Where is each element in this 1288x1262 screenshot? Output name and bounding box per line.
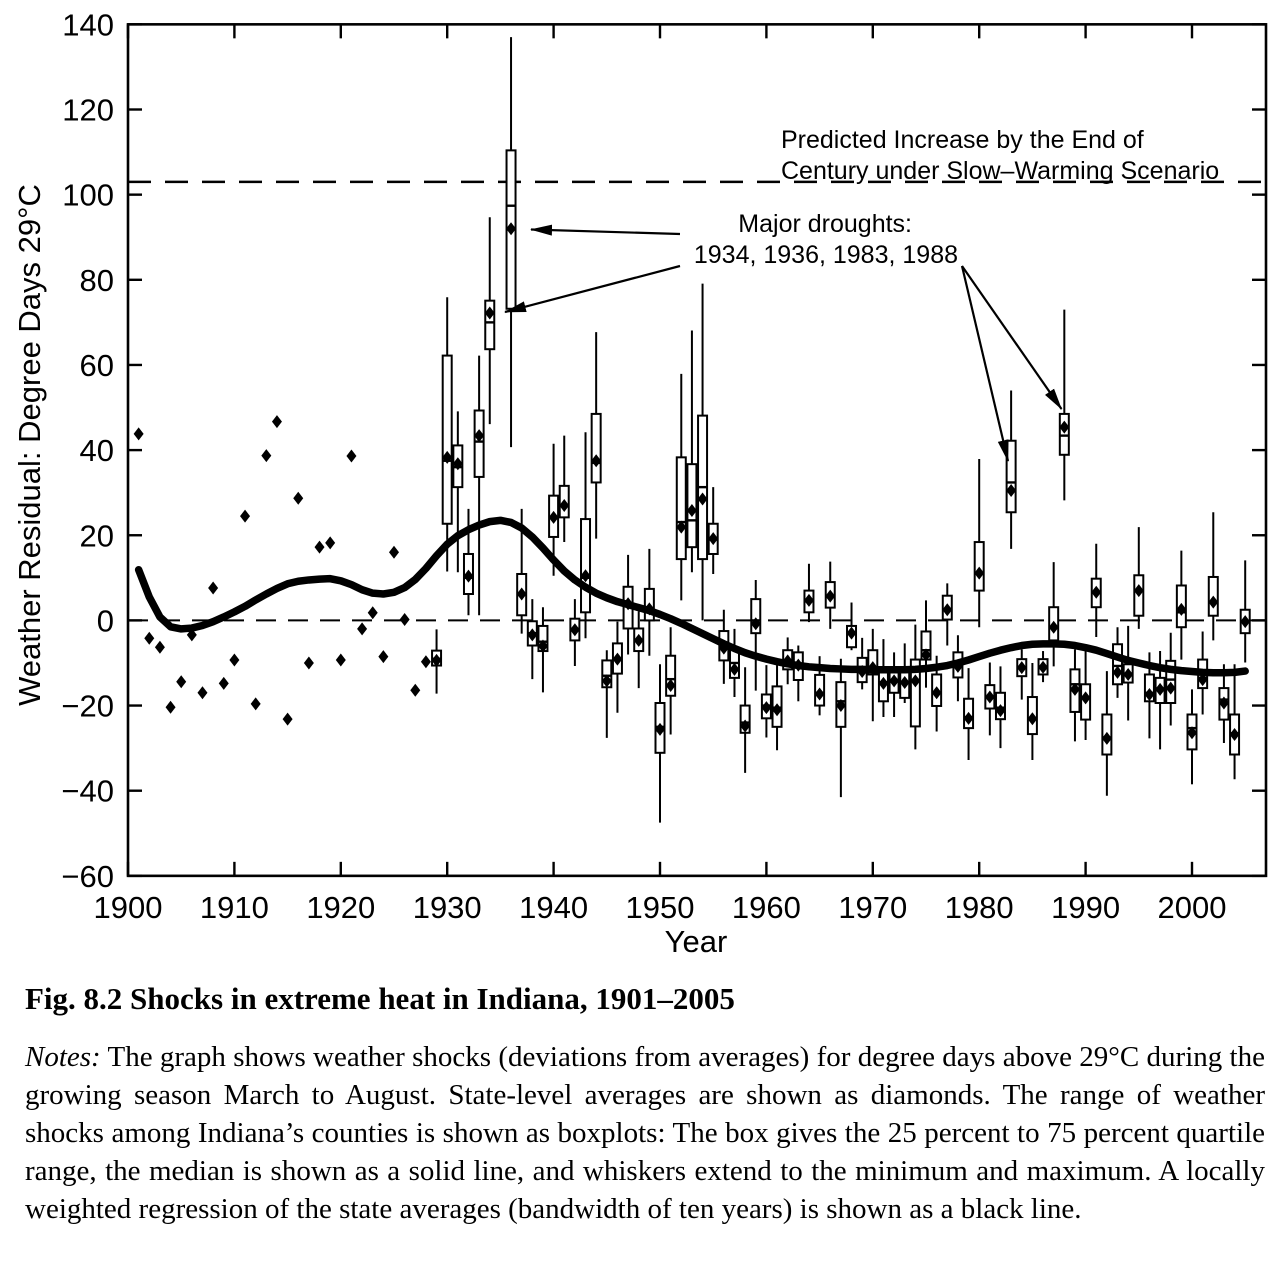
diamond-1914: [272, 415, 282, 428]
x-tick-label-1900: 1900: [93, 890, 163, 925]
x-tick-label-1930: 1930: [412, 890, 482, 925]
diamond-1905: [176, 675, 186, 688]
diamond-1917: [304, 656, 314, 669]
x-tick-label-1990: 1990: [1051, 890, 1121, 925]
boxplot-1985: [1028, 663, 1037, 760]
diamond-1925: [389, 546, 399, 559]
diamond-1920: [336, 653, 346, 666]
diamond-1918: [315, 541, 325, 554]
boxplot-1936: [507, 37, 516, 447]
y-tick-label-60: 60: [79, 347, 114, 383]
notes-label: Notes:: [25, 1041, 101, 1073]
x-tick-label-1960: 1960: [731, 890, 801, 925]
predicted-increase-label-line2: Century under Slow–Warming Scenario: [781, 157, 1220, 185]
figure-caption-title: Fig. 8.2 Shocks in extreme heat in Indiana, 1901–2005: [25, 981, 735, 1016]
x-tick-label-1920: 1920: [306, 890, 376, 925]
figure-caption-notes: [25, 1038, 1265, 1228]
diamond-1904: [166, 701, 176, 714]
boxplot-1970: [868, 629, 877, 721]
boxplot-1931: [453, 411, 462, 572]
boxplot-1969: [858, 638, 867, 690]
diamond-1922: [357, 622, 367, 635]
boxplot-1984: [1017, 649, 1026, 699]
y-tick-label-140: 140: [62, 7, 114, 43]
boxplot-1945: [602, 650, 611, 738]
y-tick-label--40: −40: [61, 773, 114, 809]
diamond-1908: [208, 582, 218, 595]
boxplot-1980: [975, 459, 984, 627]
boxplot-1964: [804, 564, 813, 622]
boxplot-2005: [1241, 560, 1250, 662]
boxplot-1987: [1049, 562, 1058, 666]
diamond-1913: [261, 449, 271, 462]
major-droughts-label: Major droughts:: [738, 210, 912, 238]
diamond-1911: [240, 510, 250, 523]
x-tick-label-2000: 2000: [1157, 890, 1227, 925]
diamond-1903: [155, 641, 165, 654]
y-axis-label: Weather Residual: Degree Days 29°C: [12, 184, 47, 706]
x-tick-label-1910: 1910: [199, 890, 269, 925]
boxplot-1949: [645, 549, 654, 656]
boxplot-1998: [1166, 633, 1175, 726]
diamond-1927: [410, 684, 420, 697]
y-tick-label-20: 20: [79, 518, 114, 554]
arrow-to-1983: [962, 266, 1008, 461]
boxplot-1930: [443, 297, 452, 571]
boxplot-1963: [794, 646, 803, 702]
boxplot-1950: [656, 664, 665, 822]
annotations: [505, 126, 1219, 461]
boxplot-1975: [922, 600, 931, 687]
boxplot-1952: [677, 374, 686, 600]
y-tick-label--20: −20: [61, 688, 114, 724]
diamond-1915: [283, 713, 293, 726]
diamond-1910: [229, 653, 239, 666]
boxplot-1946: [613, 622, 622, 713]
boxplot-1988: [1060, 310, 1069, 501]
boxplot-1995: [1134, 527, 1143, 629]
boxplot-1954: [698, 284, 707, 621]
boxplot-1983: [1007, 390, 1016, 548]
diamond-1926: [400, 613, 410, 626]
boxplot-1953: [687, 330, 696, 572]
diamond-1901: [134, 427, 144, 440]
x-axis-label: Year: [664, 924, 728, 959]
x-tick-label-1980: 1980: [944, 890, 1014, 925]
y-tick-label-80: 80: [79, 262, 114, 298]
x-tick-label-1970: 1970: [838, 890, 908, 925]
y-tick-label-100: 100: [62, 177, 114, 213]
diamond-1912: [251, 697, 261, 710]
y-tick-label-0: 0: [96, 603, 114, 639]
boxplot-1944: [592, 332, 601, 538]
diamond-1907: [197, 686, 207, 699]
x-tick-label-1950: 1950: [625, 890, 695, 925]
arrow-to-1936: [531, 230, 680, 235]
diamond-1924: [378, 650, 388, 663]
boxplot-1933: [475, 356, 484, 616]
boxplot-1959: [751, 580, 760, 691]
y-tick-label-40: 40: [79, 433, 114, 469]
boxplot-2004: [1230, 664, 1239, 779]
boxplot-1934: [485, 217, 494, 424]
x-tick-label-1940: 1940: [519, 890, 589, 925]
major-droughts-years: 1934, 1936, 1983, 1988: [693, 241, 958, 269]
arrow-to-1934: [505, 266, 680, 312]
boxplot-1955: [709, 487, 718, 574]
boxplot-1948: [634, 611, 643, 688]
diamond-1909: [219, 677, 229, 690]
predicted-increase-label-line1: Predicted Increase by the End of: [781, 126, 1144, 154]
notes-text: The graph shows weather shocks (deviations from averages) for degree days above 29°C during the growing season March to August. State-level averages are shown as diamonds. The range of weather shocks among Indiana’s counties is shown as boxplots: The box gives the 25 percent to 75 percent quartile range, the median is shown as a solid line, and whiskers extend to the minimum and maximum. A locally weighted regression of the state averages (bandwidth of ten years) is shown as a black line.: [25, 1041, 1265, 1225]
boxplot-1968: [847, 603, 856, 651]
arrow-to-1988: [962, 266, 1062, 409]
y-tick-label--60: −60: [61, 858, 114, 894]
diamond-1921: [346, 450, 356, 463]
diamond-1928: [421, 655, 431, 668]
boxplot-1941: [560, 436, 569, 542]
boxplot-1967: [836, 659, 845, 797]
boxplot-1993: [1113, 627, 1122, 698]
diamond-1916: [293, 492, 303, 505]
diamond-1923: [368, 606, 378, 619]
diamond-1902: [144, 632, 154, 645]
diamond-1919: [325, 536, 335, 549]
boxplot-1943: [581, 432, 590, 638]
y-tick-label-120: 120: [62, 92, 114, 128]
